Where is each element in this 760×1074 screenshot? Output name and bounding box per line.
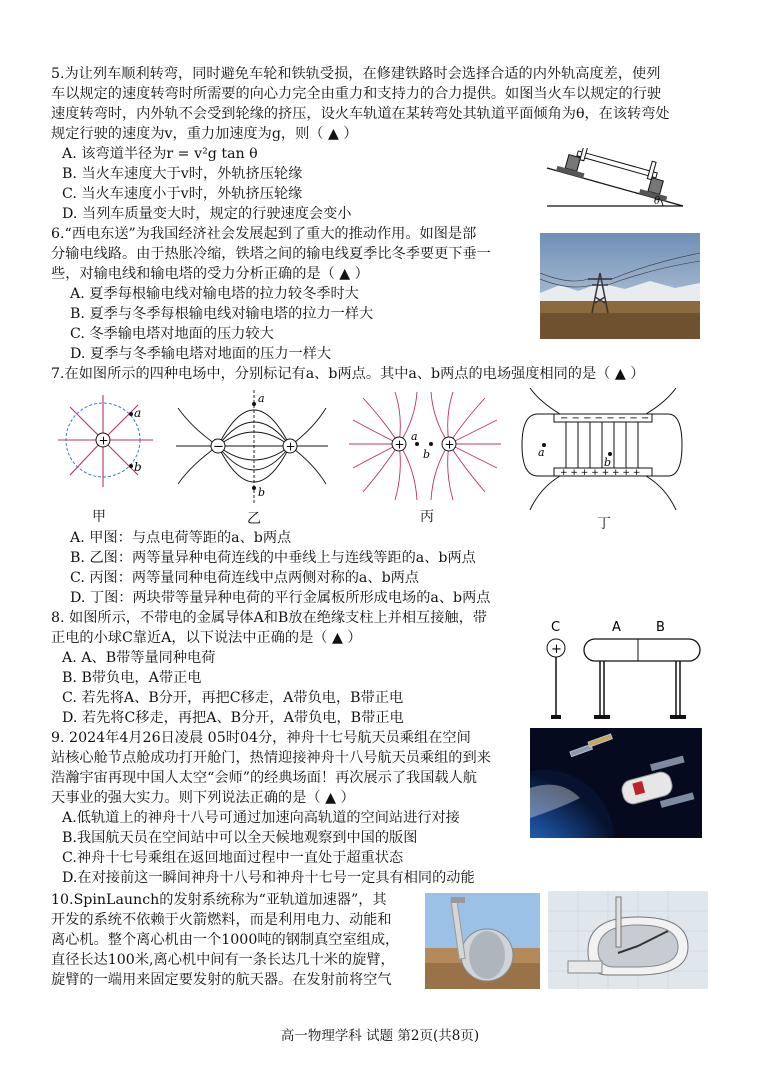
q6-line-3: 些，对输电线和输电塔的受力分析正确的是（ ▲ ） <box>51 266 369 282</box>
q8-option-a: A. A、B带等量同种电荷 <box>62 650 216 666</box>
spinlaunch-site-photo <box>425 893 540 989</box>
svg-text:+: + <box>285 439 296 454</box>
q9-option-c: C.神舟十七号乘组在返回地面过程中一直处于超重状态 <box>62 850 404 866</box>
q6-option-d: D. 夏季与冬季输电塔对地面的压力一样大 <box>70 346 332 362</box>
svg-text:− − − − − − − −: − − − − − − − − <box>560 413 650 424</box>
field-diagram-jia <box>58 395 158 495</box>
q6-option-b: B. 夏季与冬季每根输电线对输电塔的拉力一样大 <box>70 306 374 322</box>
ball-c-label: C <box>551 620 561 635</box>
q10-line-1: 10.SpinLaunch的发射系统称为“亚轨道加速器”，其 <box>51 892 387 908</box>
q5-line-1: 5.为让列车顺利转弯，同时避免车轮和铁轨受损，在修建铁路时会选择合适的内外轨高度差，使列 <box>51 66 661 82</box>
svg-text:+ + + + + + + +: + + + + + + + + <box>560 468 641 478</box>
theta-label: θ <box>654 196 661 207</box>
q5-option-b: B. 当火车速度大于v时，外轨挤压轮缘 <box>62 166 303 182</box>
svg-text:−: − <box>213 439 224 455</box>
q8-option-d: D. 若先将C移走，再把A、B分开，A带负电，B带正电 <box>62 710 404 726</box>
point-b-bing: b <box>423 448 431 461</box>
point-a-bing: a <box>411 430 418 443</box>
conductor-b-label: B <box>656 620 665 635</box>
point-a-ding: a <box>538 446 545 459</box>
q9-line-4: 天事业的强大实力。则下列说法正确的是（ ▲ ） <box>51 790 355 806</box>
q8-option-c: C. 若先将A、B分开，再把C移走，A带负电，B带正电 <box>62 690 404 706</box>
q8-line-2: 正电的小球C靠近A，以下说法中正确的是（ ▲ ） <box>51 630 362 646</box>
q6-line-1: 6.“西电东送”为我国经济社会发展起到了重大的推动作用。如图是部 <box>51 226 477 242</box>
q5-line-2: 车以规定的速度转弯时所需要的向心力完全由重力和支持力的合力提供。如图当火车以规定的行驶 <box>51 86 662 102</box>
field-diagram-bing <box>345 392 505 504</box>
point-b-jia: b <box>134 460 142 474</box>
point-b-ding: b <box>604 456 612 469</box>
q5-option-a: A. 该弯道半径为r = v²g tan θ <box>62 146 258 162</box>
label-jia: 甲 <box>92 509 106 525</box>
conductor-a-label: A <box>612 620 621 635</box>
centrifuge-model <box>548 891 708 989</box>
point-a-jia: a <box>134 406 142 420</box>
q5-option-c: C. 当火车速度小于v时，外轨挤压轮缘 <box>62 186 303 202</box>
q8-option-b: B. B带负电，A带正电 <box>62 670 202 686</box>
q8-line-1: 8. 如图所示，不带电的金属导体A和B放在绝缘支柱上并相互接触，带 <box>51 610 487 626</box>
svg-text:+: + <box>394 437 405 452</box>
train-track-figure <box>545 148 685 210</box>
q6-option-c: C. 冬季输电塔对地面的压力较大 <box>70 326 274 342</box>
q7-line-1: 7.在如图所示的四种电场中，分别标记有a、b两点。其中a、b两点的电场强度相同的是（ ▲ ） <box>51 366 645 382</box>
q9-option-a: A.低轨道上的神舟十八号可通过加速向高轨道的空间站进行对接 <box>62 810 460 826</box>
q6-option-a: A. 夏季每根输电线对输电塔的拉力较冬季时大 <box>70 286 359 302</box>
space-station-photo <box>530 728 702 838</box>
q10-line-5: 旋臂的一端用来固定要发射的航天器。在发射前将空气 <box>51 972 392 988</box>
q9-line-3: 浩瀚宇宙再现中国人太空“会师”的经典场面！再次展示了我国载人航 <box>51 770 477 786</box>
q7-option-b: B. 乙图：两等量异种电荷连线的中垂线上与连线等距的a、b两点 <box>70 550 476 566</box>
q7-option-a: A. 甲图：与点电荷等距的a、b两点 <box>70 530 292 546</box>
label-ding: 丁 <box>597 516 611 532</box>
point-b-yi: b <box>258 486 266 499</box>
q5-line-4: 规定行驶的速度为v，重力加速度为g，则（ ▲ ） <box>51 126 358 142</box>
q5-option-d: D. 当列车质量变大时，规定的行驶速度会变小 <box>62 206 352 222</box>
svg-text:+: + <box>98 433 109 448</box>
q10-line-2: 开发的系统不依赖于火箭燃料，而是利用电力、动能和 <box>51 912 392 928</box>
q5-line-3: 速度转弯时，内外轨不会受到轮缘的挤压，设火车轨道在某转弯处其轨道平面倾角为θ，在该转弯处 <box>51 106 670 122</box>
q9-option-b: B.我国航天员在空间站中可以全天候地观察到中国的版图 <box>62 830 418 846</box>
point-a-yi: a <box>258 392 265 405</box>
page-footer: 高一物理学科 试题 第2页(共8页) <box>280 1028 480 1044</box>
conductor-figure <box>540 615 710 727</box>
q9-line-2: 站核心舱节点舱成功打开舱门，热情迎接神舟十八号航天员乘组的到来 <box>51 750 491 766</box>
q7-option-c: C. 丙图：两等量同种电荷连线中点两侧对称的a、b两点 <box>70 570 420 586</box>
field-diagram-ding <box>520 388 685 513</box>
q9-line-1: 9. 2024年4月26日凌晨 05时04分，神舟十七号航天员乘组在空间 <box>51 730 471 746</box>
field-diagram-yi <box>172 388 332 508</box>
label-bing: 丙 <box>420 509 434 525</box>
power-line-photo <box>540 233 700 339</box>
q6-line-2: 分输电线路。由于热胀冷缩，铁塔之间的输电线夏季比冬季要更下垂一 <box>51 246 491 262</box>
svg-text:+: + <box>444 437 455 452</box>
q9-option-d: D.在对接前这一瞬间神舟十八号和神舟十七号一定具有相同的动能 <box>62 870 475 886</box>
q7-option-d: D. 丁图：两块带等量异种电荷的平行金属板所形成电场的a、b两点 <box>70 590 491 606</box>
svg-text:+: + <box>551 642 562 657</box>
q10-line-4: 直径长达100米,离心机中间有一条长达几十米的旋臂， <box>51 952 395 968</box>
label-yi: 乙 <box>247 511 261 527</box>
q10-line-3: 离心机。整个离心机由一个1000吨的钢制真空室组成， <box>51 932 400 948</box>
